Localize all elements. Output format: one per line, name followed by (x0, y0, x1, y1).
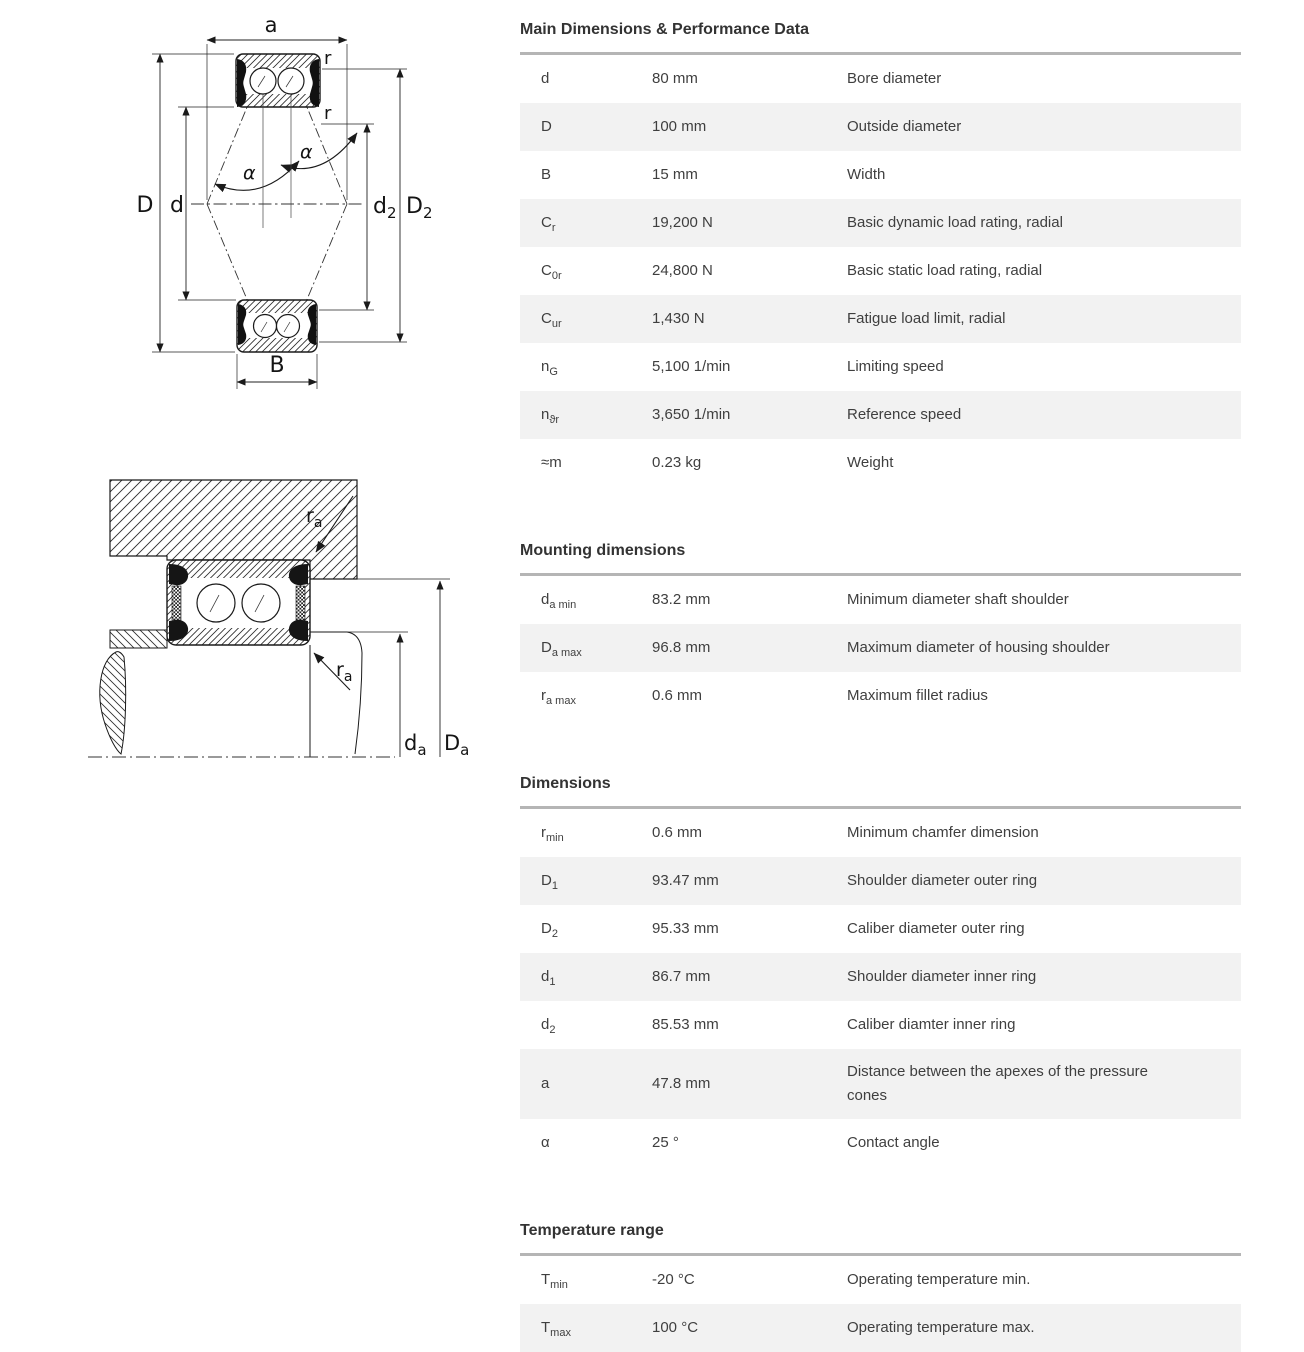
row-symbol (520, 588, 652, 612)
dim-label-a: a (264, 13, 278, 37)
row-symbol (520, 115, 652, 139)
row-description: Caliber diamter inner ring (847, 1016, 1016, 1033)
row-value: 85.53 mm (652, 1016, 719, 1033)
row-symbol (520, 163, 652, 187)
symbol-base: T (541, 1319, 551, 1336)
table-row (520, 1304, 1241, 1352)
table-row (520, 199, 1241, 247)
row-symbol (520, 403, 652, 427)
section-main-dimensions (520, 20, 1241, 487)
symbol-sub: a max (551, 647, 582, 659)
row-value: 0.6 mm (652, 687, 703, 704)
row-description: Shoulder diameter outer ring (847, 872, 1038, 889)
table-row (520, 857, 1241, 905)
row-symbol (520, 259, 652, 283)
symbol-sub: 1 (551, 880, 558, 892)
symbol-base: d (541, 968, 550, 985)
dim-label-D: D (136, 193, 154, 218)
dim-label-Da: $D_a$ (444, 731, 470, 759)
spec-tables-panel (520, 20, 1241, 1352)
row-value: 86.7 mm (652, 968, 711, 985)
row-description: Operating temperature min. (847, 1271, 1031, 1288)
symbol-base: C (541, 310, 552, 327)
symbol-base: C (541, 262, 552, 279)
table-row (520, 809, 1241, 857)
dim-label-B: B (269, 353, 285, 378)
row-description: Minimum diameter shaft shoulder (847, 591, 1069, 608)
symbol-base: r (541, 824, 546, 841)
row-symbol (520, 67, 652, 91)
symbol-base: a (541, 1075, 550, 1092)
row-symbol (520, 636, 652, 660)
row-value: 3,650 1/min (652, 406, 731, 423)
table-row (520, 953, 1241, 1001)
row-value: 100 °C (652, 1319, 699, 1336)
table-row (520, 55, 1241, 103)
row-description: Contact angle (847, 1134, 940, 1151)
dim-label-d: d (170, 193, 184, 218)
bearing-cross-section (167, 560, 310, 645)
row-description: Minimum chamfer dimension (847, 824, 1039, 841)
row-description: Operating temperature max. (847, 1319, 1035, 1336)
symbol-sub: 1 (549, 976, 556, 988)
section-title: Dimensions (520, 775, 611, 792)
symbol-base: D (541, 118, 552, 135)
section-mounting-dimensions (520, 541, 1241, 720)
row-description: Maximum fillet radius (847, 687, 988, 704)
table-row (520, 1001, 1241, 1049)
table-row (520, 1049, 1241, 1119)
symbol-base: B (541, 166, 552, 183)
row-symbol (520, 684, 652, 708)
section-dimensions (520, 774, 1241, 1167)
row-description: Basic dynamic load rating, radial (847, 214, 1063, 231)
row-value: 1,430 N (652, 310, 705, 327)
row-symbol (520, 451, 652, 475)
row-value: 93.47 mm (652, 872, 719, 889)
dim-label-r-top: r (324, 48, 332, 69)
row-symbol (520, 355, 652, 379)
symbol-base: D (541, 872, 552, 889)
table-row (520, 672, 1241, 720)
row-description: Limiting speed (847, 358, 944, 375)
symbol-base: C (541, 214, 552, 231)
dim-label-da: $d_a$ (404, 731, 427, 759)
symbol-base: d (541, 70, 550, 87)
symbol-base: d (541, 591, 550, 608)
symbol-base: n (541, 358, 550, 375)
symbol-sub: a max (546, 695, 576, 707)
row-value: 83.2 mm (652, 591, 711, 608)
table-row (520, 295, 1241, 343)
symbol-sub: 2 (551, 928, 558, 940)
bearing-mounting-drawing (60, 462, 500, 782)
section-title: Main Dimensions & Performance Data (520, 21, 809, 38)
row-value: 0.6 mm (652, 824, 703, 841)
bearing-section-bottom (237, 300, 317, 352)
dim-label-D2: $D_2$ (406, 194, 433, 222)
symbol-sub: 2 (549, 1024, 556, 1036)
table-row (520, 439, 1241, 487)
row-symbol (520, 1316, 652, 1340)
table-row (520, 343, 1241, 391)
row-value: 25 ° (652, 1134, 679, 1151)
row-value: 100 mm (652, 118, 707, 135)
row-description: Fatigue load limit, radial (847, 310, 1006, 327)
row-symbol (520, 965, 652, 989)
table-row (520, 576, 1241, 624)
table-body (520, 52, 1241, 487)
angle-label-alpha-1: α (243, 162, 256, 184)
row-value: 24,800 N (652, 262, 713, 279)
row-symbol (520, 1268, 652, 1292)
row-symbol (520, 917, 652, 941)
symbol-base: ≈m (541, 454, 562, 471)
table-row (520, 1256, 1241, 1304)
dim-label-ra-bottom: $r_a$ (336, 659, 353, 685)
row-value: -20 °C (652, 1271, 695, 1288)
section-title: Mounting dimensions (520, 542, 686, 559)
table-row (520, 624, 1241, 672)
symbol-base: D (541, 920, 552, 937)
row-value: 95.33 mm (652, 920, 719, 937)
angle-label-alpha-2: α (300, 141, 313, 163)
symbol-sub: ur (551, 318, 562, 330)
row-value: 96.8 mm (652, 639, 711, 656)
table-row (520, 151, 1241, 199)
dim-label-ra-top: $r_a$ (306, 505, 323, 531)
section-title: Temperature range (520, 1222, 664, 1239)
row-value: 15 mm (652, 166, 698, 183)
row-description: Caliber diameter outer ring (847, 920, 1025, 937)
table-body (520, 573, 1241, 720)
symbol-base: d (541, 1016, 550, 1033)
row-description: Outside diameter (847, 118, 962, 135)
symbol-sub: ϑr (549, 414, 560, 426)
table-row (520, 247, 1241, 295)
row-description: Distance between the apexes of the pressure cones (847, 1063, 1149, 1104)
table-row (520, 905, 1241, 953)
symbol-base: α (541, 1134, 550, 1151)
table-row (520, 103, 1241, 151)
row-value: 0.23 kg (652, 454, 702, 471)
dim-label-r-bottom: r (324, 103, 332, 124)
row-symbol (520, 1131, 652, 1155)
row-description: Reference speed (847, 406, 962, 423)
shaft-shoulder (100, 630, 362, 757)
symbol-sub: min (546, 832, 564, 844)
table-row (520, 391, 1241, 439)
dim-label-d2: $d_2$ (373, 194, 397, 222)
row-symbol (520, 1013, 652, 1037)
symbol-base: T (541, 1271, 551, 1288)
bearing-cross-section-drawing (95, 12, 515, 412)
row-description: Maximum diameter of housing shoulder (847, 639, 1110, 656)
symbol-sub: max (550, 1327, 571, 1339)
section-temperature-range (520, 1221, 1241, 1352)
row-description: Shoulder diameter inner ring (847, 968, 1037, 985)
row-symbol (520, 1072, 652, 1096)
row-value: 19,200 N (652, 214, 713, 231)
symbol-sub: G (549, 366, 558, 378)
symbol-sub: min (550, 1279, 568, 1291)
row-value: 5,100 1/min (652, 358, 731, 375)
table-body (520, 1253, 1241, 1352)
table-row (520, 1119, 1241, 1167)
symbol-base: D (541, 639, 552, 656)
row-symbol (520, 307, 652, 331)
row-description: Basic static load rating, radial (847, 262, 1043, 279)
row-description: Weight (847, 454, 894, 471)
row-value: 80 mm (652, 70, 698, 87)
row-symbol (520, 821, 652, 845)
symbol-base: n (541, 406, 550, 423)
row-symbol (520, 211, 652, 235)
symbol-sub: r (551, 222, 556, 234)
contact-angle-arrows (215, 133, 357, 190)
row-description: Bore diameter (847, 70, 942, 87)
symbol-sub: 0r (551, 270, 562, 282)
row-description: Width (847, 166, 886, 183)
row-value: 47.8 mm (652, 1075, 711, 1092)
table-body (520, 806, 1241, 1167)
symbol-sub: a min (549, 599, 577, 611)
symbol-base: r (541, 687, 546, 704)
row-symbol (520, 869, 652, 893)
